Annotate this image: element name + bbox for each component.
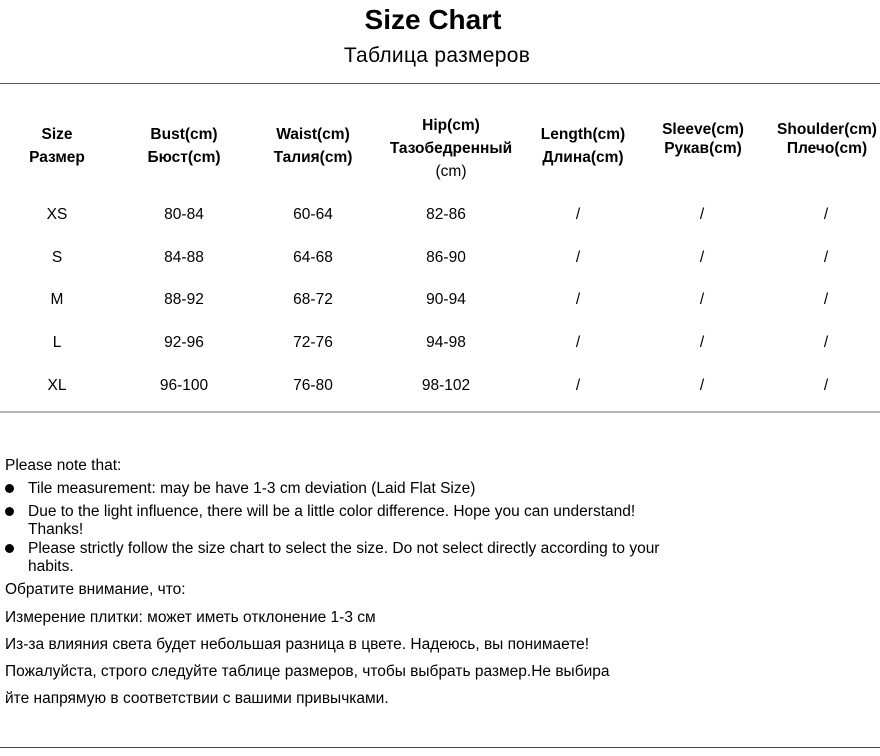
top-divider [0, 83, 880, 84]
cell-length: / [575, 206, 581, 223]
note-bullet: Tile measurement: may be have 1-3 cm deviation (Laid Flat Size) [28, 480, 476, 497]
cell-sleeve: / [699, 334, 705, 351]
note-ru-line: йте напрямую в соответствии с вашими привычками. [5, 690, 389, 707]
cell-bust: 80-84 [164, 206, 204, 223]
note-bullet: Please strictly follow the size chart to select the size. Do not select directly according to your habits. [28, 540, 660, 575]
column-header-shoulder [768, 120, 880, 158]
bullet-dot-icon [5, 484, 14, 493]
column-header-waist [258, 125, 368, 167]
cell-waist: 76-80 [293, 377, 333, 394]
cell-hip: 98-102 [421, 377, 471, 394]
cell-size: XS [46, 206, 68, 223]
note-bullet: Due to the light influence, there will be a little color difference. Hope you can understand! Thanks! [28, 503, 636, 538]
cell-shoulder: / [823, 377, 829, 394]
cell-waist: 60-64 [293, 206, 333, 223]
column-header-length [528, 125, 638, 167]
column-header-line: Рукав(cm) [664, 140, 742, 157]
column-header-line: Waist(cm) [276, 126, 350, 143]
notes-ru-heading: Обратите внимание, что: [5, 581, 186, 598]
cell-waist: 68-72 [293, 291, 333, 308]
column-header-line: Size [41, 126, 73, 143]
cell-shoulder: / [823, 334, 829, 351]
column-header-size [17, 125, 97, 167]
cell-sleeve: / [699, 206, 705, 223]
table-divider [0, 411, 880, 413]
cell-size: M [50, 291, 64, 308]
note-ru-line: Пожалуйста, строго следуйте таблице размеров, чтобы выбрать размер.Не выбира [5, 663, 610, 680]
column-header-line: (cm) [435, 163, 467, 180]
column-header-hip [376, 116, 526, 181]
column-header-bust [134, 125, 234, 167]
column-header-line: Длина(cm) [542, 149, 624, 166]
page-subtitle: Таблица размеров [343, 44, 531, 67]
cell-size: S [51, 249, 63, 266]
cell-size: L [52, 334, 62, 351]
cell-length: / [575, 334, 581, 351]
bullet-dot-icon [5, 544, 14, 553]
cell-shoulder: / [823, 206, 829, 223]
cell-length: / [575, 249, 581, 266]
cell-hip: 90-94 [426, 291, 466, 308]
cell-bust: 88-92 [164, 291, 204, 308]
cell-sleeve: / [699, 249, 705, 266]
column-header-line: Sleeve(cm) [662, 121, 744, 138]
column-header-line: Hip(cm) [422, 117, 480, 134]
notes-heading: Please note that: [5, 457, 122, 474]
note-ru-line: Из-за влияния света будет небольшая разница в цвете. Надеюсь, вы понимаете! [5, 636, 590, 653]
note-ru-line: Измерение плитки: может иметь отклонение 1-3 см [5, 609, 376, 626]
cell-bust: 96-100 [159, 377, 209, 394]
cell-bust: 92-96 [164, 334, 204, 351]
cell-shoulder: / [823, 291, 829, 308]
column-header-line: Bust(cm) [150, 126, 218, 143]
cell-hip: 82-86 [426, 206, 466, 223]
column-header-line: Length(cm) [540, 126, 626, 143]
cell-waist: 64-68 [293, 249, 333, 266]
cell-hip: 94-98 [426, 334, 466, 351]
cell-sleeve: / [699, 377, 705, 394]
cell-waist: 72-76 [293, 334, 333, 351]
column-header-line: Бюст(cm) [147, 149, 221, 166]
page-title: Size Chart [364, 4, 502, 35]
cell-shoulder: / [823, 249, 829, 266]
cell-size: XL [47, 377, 67, 394]
column-header-line: Shoulder(cm) [777, 121, 877, 138]
column-header-line: Тазобедренный [389, 140, 513, 157]
column-header-line: Размер [29, 149, 85, 166]
column-header-line: Плечо(cm) [786, 140, 868, 157]
bottom-divider [0, 747, 880, 748]
cell-sleeve: / [699, 291, 705, 308]
bullet-dot-icon [5, 507, 14, 516]
cell-bust: 84-88 [164, 249, 204, 266]
cell-hip: 86-90 [426, 249, 466, 266]
cell-length: / [575, 291, 581, 308]
cell-length: / [575, 377, 581, 394]
column-header-sleeve [648, 120, 758, 158]
column-header-line: Талия(cm) [273, 149, 353, 166]
